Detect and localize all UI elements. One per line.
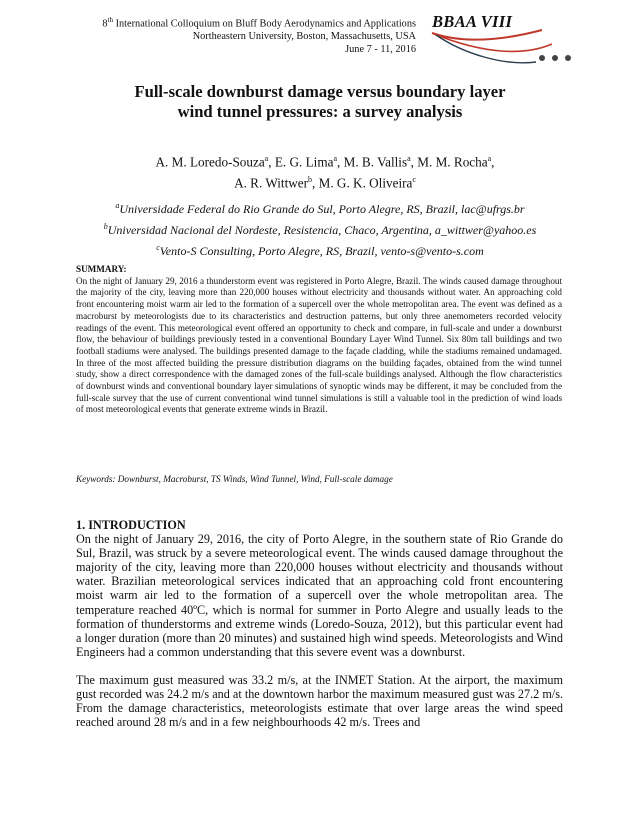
author-name: M. G. K. Oliveira: [318, 175, 413, 191]
affiliation-mark: b: [103, 222, 108, 231]
author-line-2: [60, 171, 590, 192]
author-separator: ,: [337, 154, 344, 170]
summary-heading: SUMMARY:: [76, 264, 127, 274]
affiliation-text: Universidade Federal do Rio Grande do Sul, Porto Alegre, RS, Brazil, lac@ufrgs.br: [119, 202, 525, 216]
conference-dates: June 7 - 11, 2016: [345, 44, 416, 56]
conference-info: [56, 14, 416, 56]
introduction-section: [76, 518, 563, 729]
author-line-1: [60, 150, 590, 171]
paper-title: [60, 82, 580, 122]
body-paragraph: On the night of January 29, 2016, the city of Porto Alegre, in the southern state of Rio Grande do Sul, Brazil, was struck by a severe meteorological event. The winds caused damage throughout the majority of the city, leaving more than 220,000 houses without electricity and thousands without water. Brazilian meteorological services indicated that an approaching cold front encountering moist warm air led to the formation of a supercell over the whole metropolitan area. The temperature reached 40ºC, which is normal for summer in Porto Alegre and usually leads to the formation of thunderstorms and extreme winds (Loredo-Souza, 2012), but this particular event had a longer duration (more than 20 minutes) and sustained high wind speeds. Meteorologists and Wind Engineers had a common understanding that this severe event was a downburst.: [76, 532, 563, 659]
logo-swirl-icon: [424, 10, 574, 70]
conference-ordinal: 8: [102, 18, 108, 30]
summary-text: On the night of January 29, 2016 a thunderstorm event was registered in Porto Alegre, Brazil. The winds caused damage throughout the majority of the city, leaving more than 220,000 houses without electricity and thousands without water. An approaching cold front encountering moist warm air led to the formation of a supercell over the whole metropolitan area. The event was defined as a macroburst by meteorologists due to its characteristics and destruction patterns, but only three anemometers recorded velocity readings of the event. This meteorological event offered an opportunity to check and compare, in full-scale and under a downburst flow, the behaviour of buildings previously tested in a conventional Boundary Layer Wind Tunnel. Six 80m tall buildings and two football stadiums were analysed. The buildings presented damage to the façade cladding, while the stadiums remained undamaged. In three of the most affected building the pressure distribution diagrams on the building façades, obtained from the wind tunnel study, show a direct correspondence with the damaged zones of the full-scale buildings analysed. Although the flow characteristics of downburst winds and conventional boundary layer simulations of synoptic winds may be different, it may be concluded from the full-scale survey that the use of current conventional wind tunnel simulations is still a valuable tool in the prediction of wind loads of most meteorological events that generate extreme winds in Brazil.: [76, 275, 562, 415]
author-list: [60, 150, 590, 193]
keywords: Keywords: Downburst, Macroburst, TS Winds, Wind Tunnel, Wind, Full-scale damage: [76, 474, 393, 484]
affiliation-mark: c: [156, 243, 160, 252]
author-affiliation-mark: a: [487, 154, 492, 163]
body-paragraph: The maximum gust measured was 33.2 m/s, at the INMET Station. At the airport, the maximum gust recorded was 24.2 m/s and at the downtown harbor the maximum measured gust was 27.2 m/s. From the damage characteristics, meteorologists estimate that over large areas the wind speed reached around 28 m/s and in a few neighbourhoods 42 m/s. Trees and: [76, 672, 563, 730]
author-separator: ,: [268, 154, 275, 170]
author-separator: ,: [410, 154, 418, 170]
author-affiliation-mark: c: [412, 175, 416, 185]
author-separator: ,: [491, 154, 495, 170]
affiliation-text: Vento-S Consulting, Porto Alegre, RS, Brazil, vento-s@vento-s.com: [159, 244, 484, 258]
conference-ordinal-suffix: th: [107, 16, 114, 24]
summary-section: [76, 264, 562, 416]
affiliation-list: [40, 197, 600, 260]
affiliation-b: [40, 218, 600, 239]
author-name: A. M. Loredo-Souza: [155, 154, 265, 170]
author-name: A. R. Wittwer: [234, 175, 309, 191]
section-heading: 1. INTRODUCTION: [76, 518, 186, 532]
affiliation-mark: a: [115, 201, 120, 210]
author-affiliation-mark: a: [264, 154, 269, 163]
bbaa-logo: [424, 10, 574, 70]
author-affiliation-mark: a: [333, 154, 337, 163]
title-line-1: Full-scale downburst damage versus boundary layer: [134, 82, 506, 101]
author-name: E. G. Lima: [274, 154, 334, 170]
affiliation-a: [40, 197, 600, 218]
author-affiliation-mark: a: [407, 154, 411, 163]
affiliation-c: [40, 239, 600, 260]
logo-text: BBAA VIII: [432, 12, 513, 31]
conference-name-line: [56, 14, 416, 30]
author-name: M. B. Vallis: [343, 154, 408, 170]
title-line-2: wind tunnel pressures: a survey analysis: [177, 102, 463, 121]
author-affiliation-mark: b: [308, 175, 313, 185]
author-separator: ,: [312, 175, 319, 191]
conference-venue: Northeastern University, Boston, Massachusetts, USA: [192, 31, 416, 43]
conference-name: International Colloquium on Bluff Body Aerodynamics and Applications: [113, 18, 416, 30]
affiliation-text: Universidad Nacional del Nordeste, Resistencia, Chaco, Argentina, a_wittwer@yahoo.es: [107, 223, 537, 237]
author-name: M. M. Rocha: [417, 154, 488, 170]
